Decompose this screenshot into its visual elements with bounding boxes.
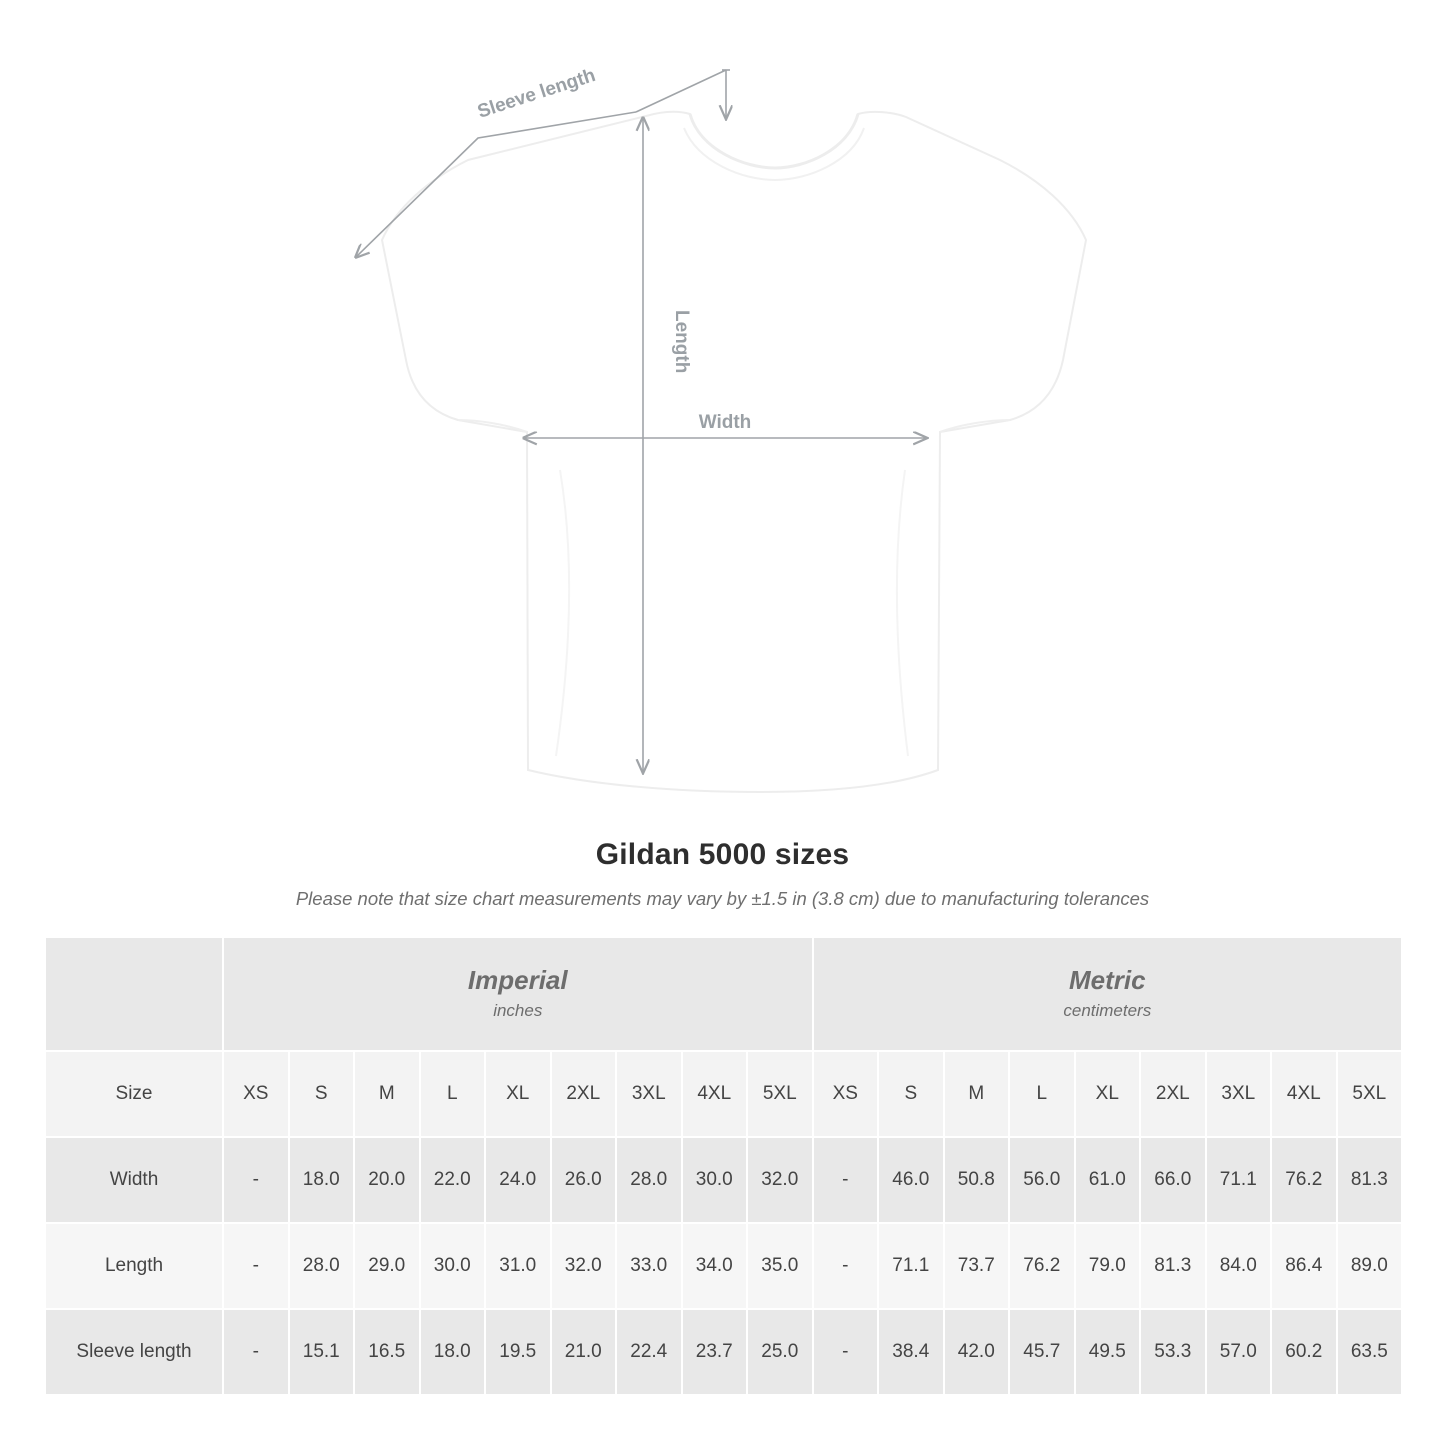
table-row — [45, 1223, 1402, 1309]
header-imperial-3xl: 3XL — [616, 1051, 682, 1137]
row-label-length: Length — [45, 1223, 223, 1309]
cell-sleeve-metric-4xl: 60.2 — [1271, 1309, 1337, 1395]
header-metric-3xl: 3XL — [1206, 1051, 1272, 1137]
cell-width-metric-xl: 61.0 — [1075, 1137, 1141, 1223]
cell-length-metric-l: 76.2 — [1009, 1223, 1075, 1309]
unit-name-metric: Metric — [1069, 965, 1146, 996]
table-row — [45, 1137, 1402, 1223]
cell-length-imperial-4xl: 34.0 — [682, 1223, 748, 1309]
cell-sleeve-imperial-5xl: 25.0 — [747, 1309, 813, 1395]
sleeve-length-label: Sleeve length — [475, 64, 599, 123]
cell-sleeve-imperial-xs: - — [223, 1309, 289, 1395]
cell-length-imperial-l: 30.0 — [420, 1223, 486, 1309]
cell-length-imperial-5xl: 35.0 — [747, 1223, 813, 1309]
cell-width-metric-l: 56.0 — [1009, 1137, 1075, 1223]
header-metric-4xl: 4XL — [1271, 1051, 1337, 1137]
cell-sleeve-imperial-m: 16.5 — [354, 1309, 420, 1395]
cell-width-imperial-xs: - — [223, 1137, 289, 1223]
cell-sleeve-metric-l: 45.7 — [1009, 1309, 1075, 1395]
cell-sleeve-metric-3xl: 57.0 — [1206, 1309, 1272, 1395]
cell-length-imperial-m: 29.0 — [354, 1223, 420, 1309]
chart-heading — [0, 838, 1445, 910]
header-metric-xs: XS — [813, 1051, 879, 1137]
header-metric-5xl: 5XL — [1337, 1051, 1403, 1137]
row-label-width: Width — [45, 1137, 223, 1223]
cell-length-metric-xs: - — [813, 1223, 879, 1309]
header-metric-xl: XL — [1075, 1051, 1141, 1137]
cell-length-metric-m: 73.7 — [944, 1223, 1010, 1309]
unit-header-row — [45, 937, 1402, 1051]
row-label-sleeve-length: Sleeve length — [45, 1309, 223, 1395]
cell-sleeve-metric-xs: - — [813, 1309, 879, 1395]
header-imperial-xs: XS — [223, 1051, 289, 1137]
cell-length-imperial-xl: 31.0 — [485, 1223, 551, 1309]
header-metric-2xl: 2XL — [1140, 1051, 1206, 1137]
tshirt-shape — [382, 112, 1086, 792]
header-imperial-m: M — [354, 1051, 420, 1137]
cell-length-imperial-s: 28.0 — [289, 1223, 355, 1309]
cell-width-metric-m: 50.8 — [944, 1137, 1010, 1223]
unit-header-metric — [813, 937, 1403, 1051]
header-imperial-2xl: 2XL — [551, 1051, 617, 1137]
cell-length-metric-4xl: 86.4 — [1271, 1223, 1337, 1309]
header-imperial-5xl: 5XL — [747, 1051, 813, 1137]
unit-name-imperial: Imperial — [467, 965, 568, 996]
cell-width-imperial-5xl: 32.0 — [747, 1137, 813, 1223]
cell-width-metric-4xl: 76.2 — [1271, 1137, 1337, 1223]
cell-length-imperial-2xl: 32.0 — [551, 1223, 617, 1309]
width-label: Width — [698, 412, 752, 433]
cell-width-metric-5xl: 81.3 — [1337, 1137, 1403, 1223]
cell-width-imperial-3xl: 28.0 — [616, 1137, 682, 1223]
header-size: Size — [45, 1051, 223, 1137]
cell-width-imperial-4xl: 30.0 — [682, 1137, 748, 1223]
cell-width-imperial-2xl: 26.0 — [551, 1137, 617, 1223]
cell-sleeve-metric-2xl: 53.3 — [1140, 1309, 1206, 1395]
size-header-row — [45, 1051, 1402, 1137]
header-metric-s: S — [878, 1051, 944, 1137]
cell-width-metric-2xl: 66.0 — [1140, 1137, 1206, 1223]
cell-sleeve-imperial-l: 18.0 — [420, 1309, 486, 1395]
cell-sleeve-metric-5xl: 63.5 — [1337, 1309, 1403, 1395]
cell-width-imperial-s: 18.0 — [289, 1137, 355, 1223]
size-table-wrapper — [44, 936, 1401, 1396]
unit-header-imperial — [223, 937, 813, 1051]
header-imperial-4xl: 4XL — [682, 1051, 748, 1137]
cell-width-imperial-l: 22.0 — [420, 1137, 486, 1223]
cell-sleeve-imperial-s: 15.1 — [289, 1309, 355, 1395]
cell-length-metric-s: 71.1 — [878, 1223, 944, 1309]
unit-sub-metric: centimeters — [1063, 1000, 1152, 1020]
size-table — [44, 936, 1403, 1396]
header-imperial-s: S — [289, 1051, 355, 1137]
cell-length-metric-3xl: 84.0 — [1206, 1223, 1272, 1309]
length-label: Length — [671, 310, 692, 374]
cell-length-imperial-3xl: 33.0 — [616, 1223, 682, 1309]
tolerance-note: Please note that size chart measurements may vary by ±1.5 in (3.8 cm) due to manufacturing tolerances — [295, 888, 1150, 909]
cell-sleeve-metric-s: 38.4 — [878, 1309, 944, 1395]
cell-length-metric-xl: 79.0 — [1075, 1223, 1141, 1309]
cell-sleeve-metric-m: 42.0 — [944, 1309, 1010, 1395]
cell-width-imperial-xl: 24.0 — [485, 1137, 551, 1223]
cell-length-metric-5xl: 89.0 — [1337, 1223, 1403, 1309]
cell-width-metric-s: 46.0 — [878, 1137, 944, 1223]
cell-width-imperial-m: 20.0 — [354, 1137, 420, 1223]
cell-sleeve-imperial-xl: 19.5 — [485, 1309, 551, 1395]
cell-sleeve-metric-xl: 49.5 — [1075, 1309, 1141, 1395]
cell-width-metric-xs: - — [813, 1137, 879, 1223]
table-row — [45, 1309, 1402, 1395]
page-title: Gildan 5000 sizes — [595, 838, 850, 871]
unit-header-blank — [45, 937, 223, 1051]
header-metric-l: L — [1009, 1051, 1075, 1137]
header-imperial-xl: XL — [485, 1051, 551, 1137]
cell-length-metric-2xl: 81.3 — [1140, 1223, 1206, 1309]
cell-length-imperial-xs: - — [223, 1223, 289, 1309]
cell-width-metric-3xl: 71.1 — [1206, 1137, 1272, 1223]
cell-sleeve-imperial-4xl: 23.7 — [682, 1309, 748, 1395]
header-metric-m: M — [944, 1051, 1010, 1137]
header-imperial-l: L — [420, 1051, 486, 1137]
cell-sleeve-imperial-2xl: 21.0 — [551, 1309, 617, 1395]
cell-sleeve-imperial-3xl: 22.4 — [616, 1309, 682, 1395]
unit-sub-imperial: inches — [493, 1000, 543, 1020]
